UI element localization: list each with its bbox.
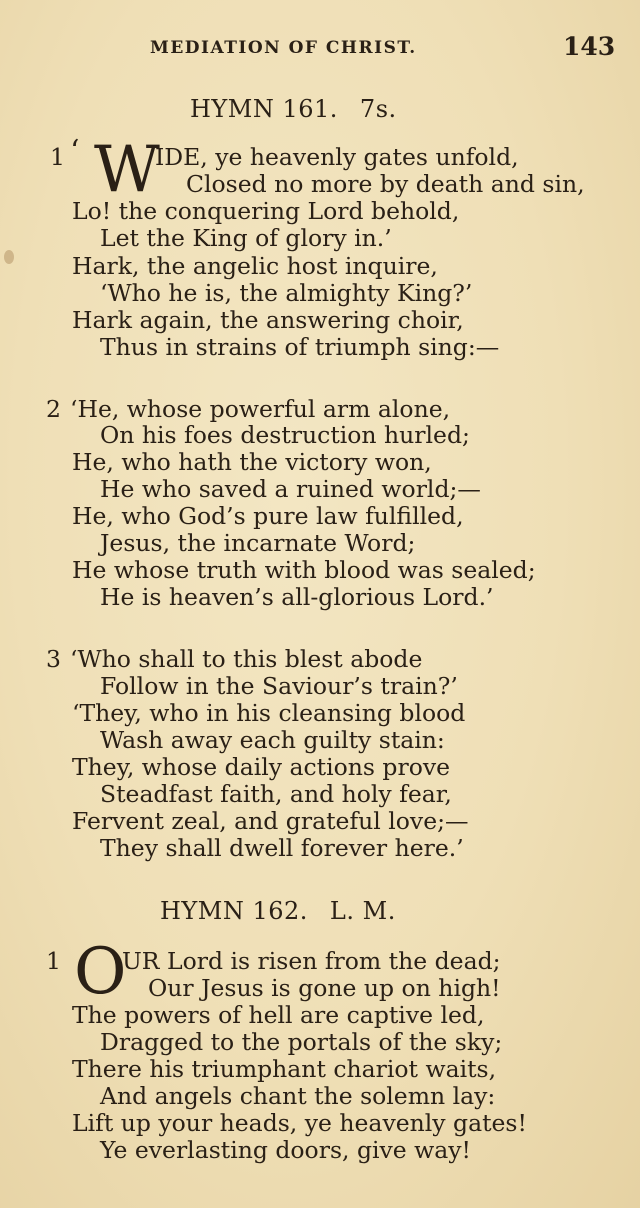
verse-line: Lo! the conquering Lord behold, [72,197,460,225]
verse-line: Jesus, the incarnate Word; [100,529,416,557]
paper-stain [4,250,14,264]
verse-line: Let the King of glory in.’ [100,224,392,252]
stanza-number: 2 [46,395,61,423]
hymn-162-title: HYMN 162. [160,897,308,925]
verse-line: Ye everlasting doors, give way! [100,1136,471,1164]
stanza-number: 3 [46,645,61,673]
verse-line: He, who God’s pure law fulfilled, [72,502,464,530]
stanza-number: 1 [46,947,61,975]
open-quote: ‘ [70,134,80,169]
verse-line: They shall dwell forever here.’ [100,834,464,862]
hymn-161-heading [190,95,397,123]
verse-line: IDE, ye heavenly gates unfold, [155,143,519,171]
verse-line: ‘Who shall to this blest abode [70,645,423,673]
verse-line: The powers of hell are captive led, [72,1001,485,1029]
stanza-number: 1 [50,143,65,171]
running-head: MEDIATION OF CHRIST. [150,38,417,58]
verse-line: They, whose daily actions prove [72,753,451,781]
hymn-161-meter: 7s. [359,95,397,123]
verse-line: UR Lord is risen from the dead; [122,947,501,975]
hymn-161-title: HYMN 161. [190,95,338,123]
verse-line: ‘He, whose powerful arm alone, [70,395,451,423]
hymn-162-meter: L. M. [329,897,396,925]
verse-line: Steadfast faith, and holy fear, [100,780,452,808]
verse-line: Closed no more by death and sin, [186,170,585,198]
verse-line: There his triumphant chariot waits, [72,1055,497,1083]
page-number: 143 [563,32,616,61]
verse-line: Hark again, the answering choir, [72,306,464,334]
verse-line: Lift up your heads, ye heavenly gates! [72,1109,527,1137]
verse-line: Thus in strains of triumph sing:— [100,333,500,361]
hymn-162-heading [160,897,396,925]
verse-line: Dragged to the portals of the sky; [100,1028,503,1056]
drop-cap: W [94,133,160,207]
verse-line: Follow in the Saviour’s train?’ [100,672,458,700]
verse-line: On his foes destruction hurled; [100,421,470,449]
verse-line: ‘They, who in his cleansing blood [72,699,466,727]
verse-line: He is heaven’s all-glorious Lord.’ [100,583,494,611]
drop-cap: O [74,935,127,1009]
verse-line: He, who hath the victory won, [72,448,432,476]
verse-line: He who saved a ruined world;— [100,475,481,503]
verse-line: He whose truth with blood was sealed; [72,556,536,584]
verse-line: Fervent zeal, and grateful love;— [72,807,469,835]
verse-line: Our Jesus is gone up on high! [148,974,501,1002]
verse-line: Wash away each guilty stain: [100,726,445,754]
verse-line: And angels chant the solemn lay: [100,1082,496,1110]
verse-line: ‘Who he is, the almighty King?’ [100,279,473,307]
verse-line: Hark, the angelic host inquire, [72,252,438,280]
